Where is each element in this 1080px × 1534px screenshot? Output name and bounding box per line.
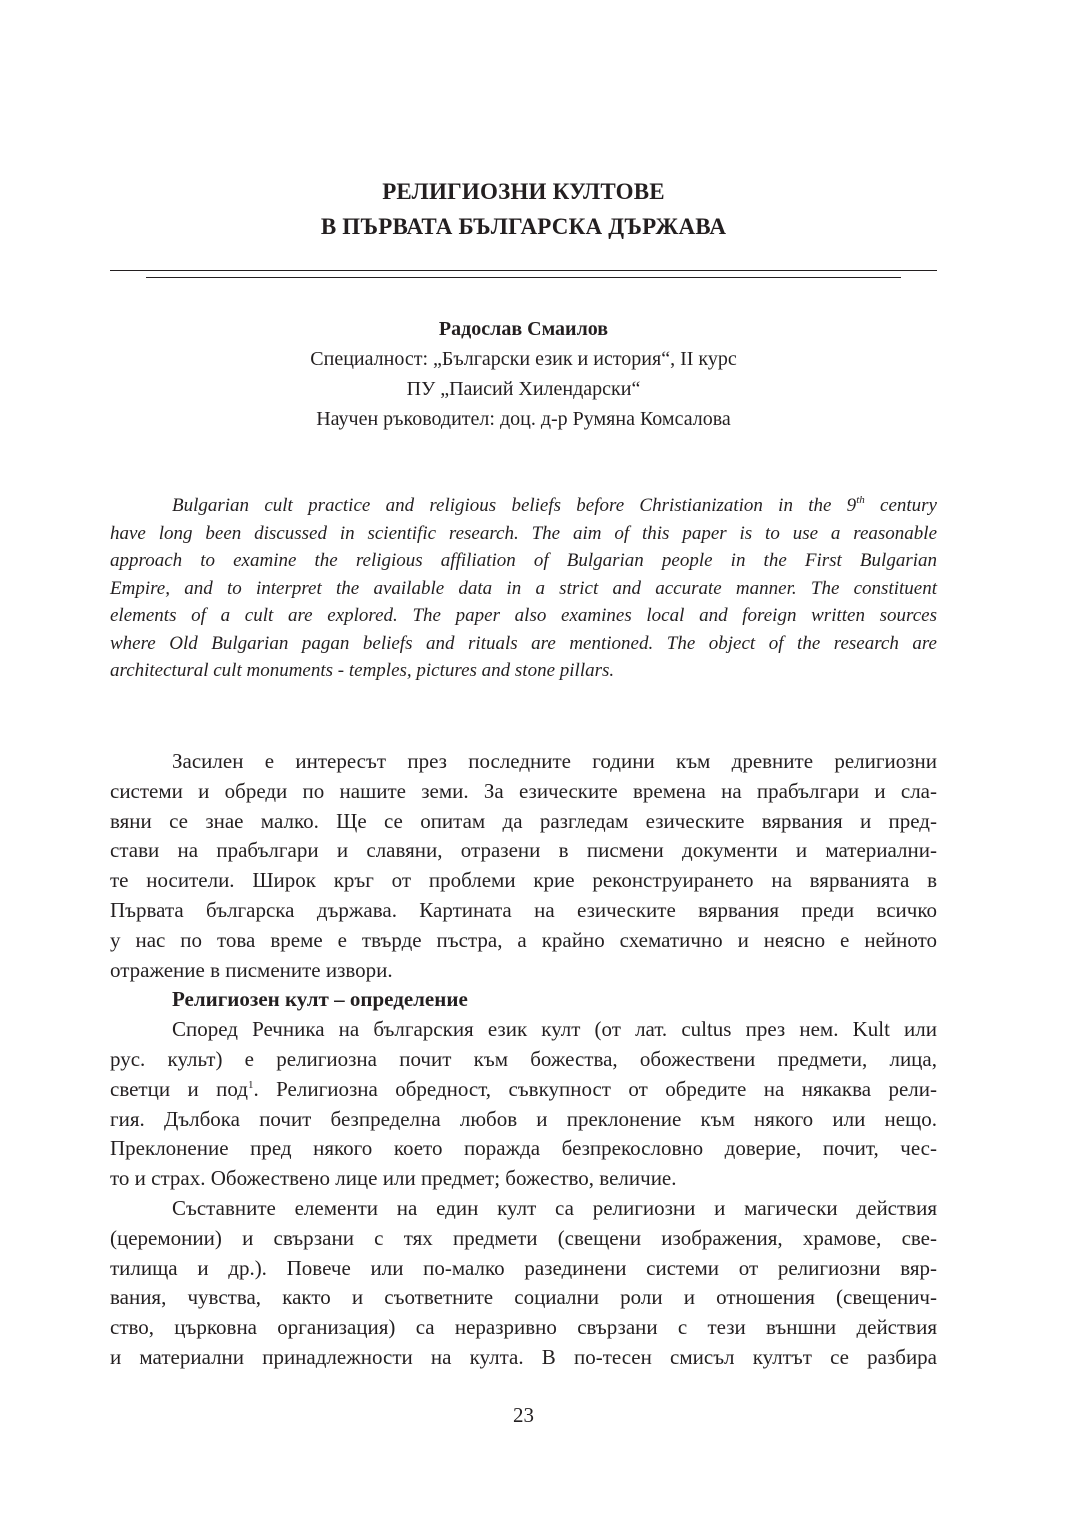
title-rule-bottom bbox=[146, 277, 901, 278]
body-line: системи и обреди по нашите земи. За езическите времена на прабългари и сла- bbox=[110, 778, 937, 803]
page-number: 23 bbox=[513, 1403, 534, 1427]
body-line: вяни се знае малко. Ще се опитам да разгледам езическите вярвания и пред- bbox=[110, 808, 937, 833]
body-line: тилища и др.). Повече или по-малко разединени системи от религиозни вяр- bbox=[110, 1255, 937, 1280]
body-line: те носители. Широк кръг от проблеми крие реконструирането на вярванията в bbox=[110, 868, 937, 893]
paper-title bbox=[110, 174, 937, 244]
abstract-line: Bulgarian cult practice and religious beliefs before Christianization in the 9th century bbox=[172, 494, 937, 516]
title-line-2: В ПЪРВАТА БЪЛГАРСКА ДЪРЖАВА bbox=[320, 214, 727, 239]
author-name: Радослав Смаилов bbox=[438, 318, 609, 340]
body-line: гия. Дълбока почит безпределна любов и преклонение към някого или нещо. bbox=[110, 1106, 937, 1131]
abstract-line: approach to examine the religious affiliation of Bulgarian people in the First Bulgarian bbox=[110, 550, 937, 571]
body-line: Първата българска държава. Картината на езическите вярвания преди всичко bbox=[110, 897, 937, 922]
author-block bbox=[110, 314, 937, 434]
abstract-line: where Old Bulgarian pagan beliefs and rituals are mentioned. The object of the research are bbox=[110, 632, 937, 654]
body-line: (церемонии) и свързани с тях предмети (свещени изображения, храмове, све- bbox=[110, 1225, 937, 1250]
abstract-line: have long been discussed in scientific research. The aim of this paper is to use a reasonable bbox=[110, 522, 937, 544]
body-line: отражение в писмените извори. bbox=[110, 957, 393, 982]
abstract-line: Empire, and to interpret the available data in a strict and accurate manner. The constituent bbox=[110, 577, 937, 599]
body-text bbox=[110, 747, 937, 1373]
footnote-ref: 1 bbox=[247, 1078, 254, 1091]
body-line: рус. культ) е религиозна почит към божества, обожествени предмети, лица, bbox=[110, 1046, 937, 1071]
title-line-1: РЕЛИГИОЗНИ КУЛТОВЕ bbox=[382, 179, 665, 204]
author-specialty: Специалност: „Български език и история“, II курс bbox=[310, 348, 737, 370]
abstract bbox=[110, 492, 937, 685]
body-line: то и страх. Обожествено лице или предмет; божество, величие. bbox=[110, 1166, 677, 1191]
body-line: стави на прабългари и славяни, отразени в писмени документи и материални- bbox=[110, 838, 937, 863]
body-line: у нас по това време е твърде пъстра, а крайно схематично и неясно е нейното bbox=[110, 927, 937, 952]
body-line: ство, църковна организация) са неразривно свързани с тези външни действия bbox=[110, 1315, 937, 1340]
abstract-line: elements of a cult are explored. The paper also examines local and foreign written sources bbox=[110, 605, 937, 626]
body-line: Засилен е интересът през последните години към древните религиозни bbox=[172, 749, 937, 773]
body-line: Съставните елементи на един култ са религиозни и магически действия bbox=[172, 1195, 937, 1220]
body-line: светци и под$^1$. Религиозна обредност, съвкупност от обредите на някаква рели- bbox=[110, 1076, 937, 1101]
author-supervisor: Научен ръководител: доц. д-р Румяна Комсалова bbox=[316, 408, 731, 430]
body-line: вания, чувства, както и съответните социални роли и отношения (свещенич- bbox=[110, 1285, 937, 1310]
body-line: Преклонение пред някого което поражда безпрекословно доверие, почит, чес- bbox=[110, 1136, 937, 1161]
body-line: Според Речника на българския език култ (от лат. cultus през нем. Kult или bbox=[172, 1017, 937, 1042]
title-rule-top bbox=[110, 270, 937, 271]
body-line: и материални принадлежности на култа. В по-тесен смисъл култът се разбира bbox=[110, 1344, 937, 1369]
section-heading: Религиозен култ – определение bbox=[172, 987, 468, 1012]
author-university: ПУ „Паисий Хилендарски“ bbox=[406, 378, 641, 400]
abstract-line: architectural cult monuments - temples, pictures and stone pillars. bbox=[110, 660, 615, 681]
